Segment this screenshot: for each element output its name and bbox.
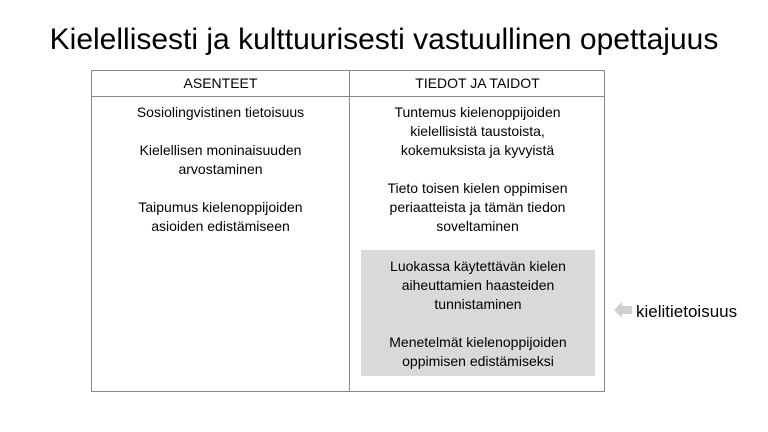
arrow-left-icon (614, 302, 632, 323)
slide-title: Kielellisesti ja kulttuurisesti vastuullinen opettajuus (49, 23, 719, 56)
competence-table (91, 70, 605, 392)
annotation (614, 300, 737, 324)
header-tiedot-ja-taidot: TIEDOT JA TAIDOT (415, 75, 540, 91)
annotation-label: kielitietoisuus (636, 302, 738, 321)
highlighted-items (361, 257, 595, 371)
knowledge-cell (350, 103, 605, 255)
attitudes-cell (92, 103, 349, 255)
knowledge-item: Tieto toisen kielen oppimisen periaatteista ja tämän tiedon soveltaminen (387, 180, 568, 234)
header-divider (92, 96, 604, 97)
knowledge-item: Tuntemus kielenoppijoiden kielellisistä taustoista, kokemuksista ja kyvyistä (394, 104, 561, 158)
attitude-item: Sosiolingvistinen tietoisuus (136, 104, 305, 120)
highlighted-item: Luokassa käytettävän kielen aiheuttamien haasteiden tunnistaminen (390, 258, 566, 312)
header-asenteet: ASENTEET (183, 75, 258, 91)
highlighted-item: Menetelmät kielenoppijoiden oppimisen edistämiseksi (389, 334, 567, 369)
attitude-item: Taipumus kielenoppijoiden asioiden edistämiseen (138, 199, 303, 234)
attitude-item: Kielellisen moninaisuuden arvostaminen (139, 142, 302, 177)
